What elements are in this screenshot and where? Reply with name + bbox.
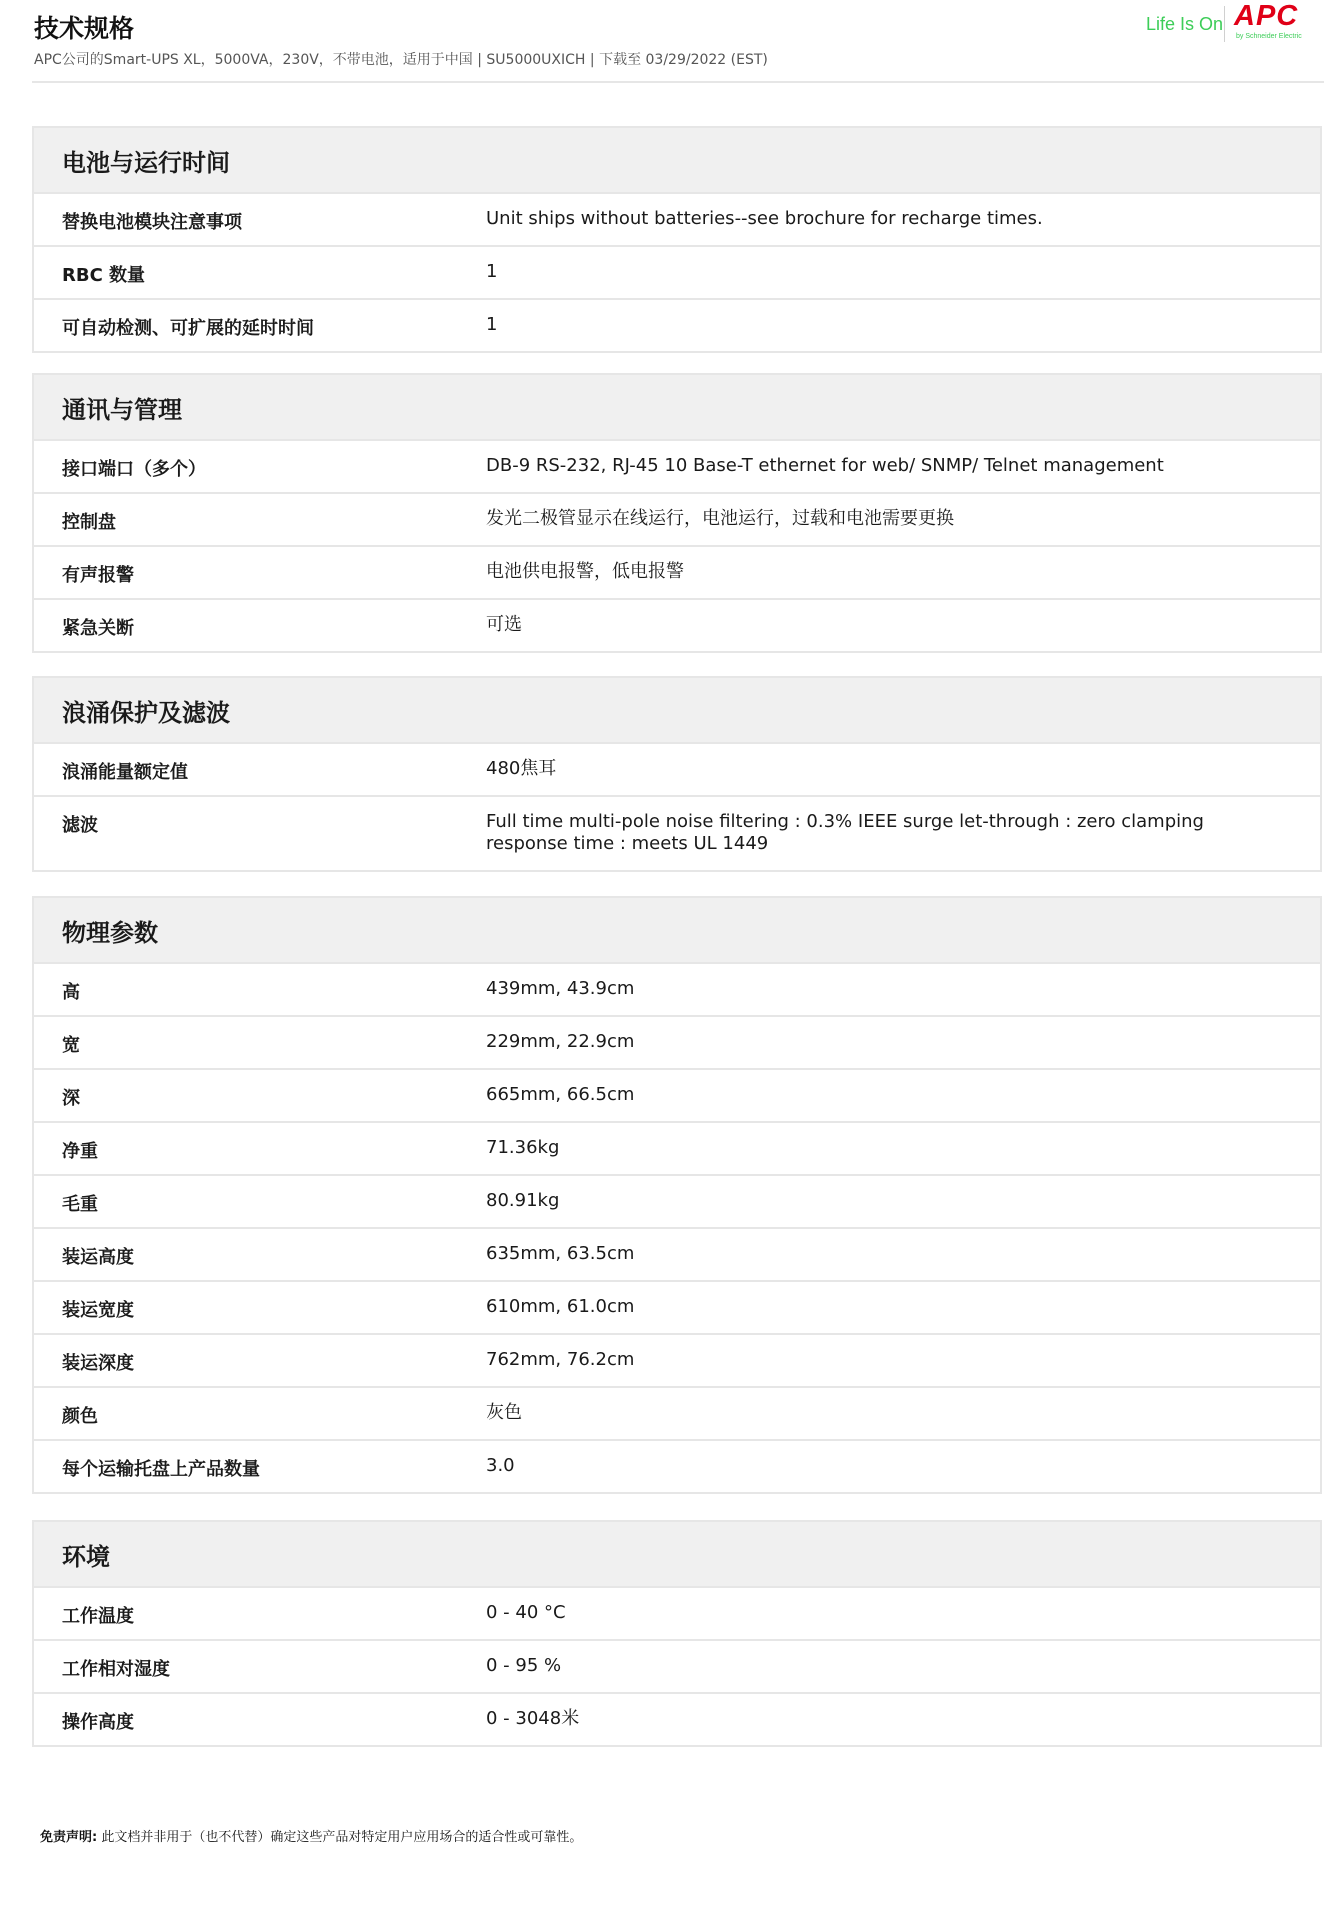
spec-value: 0 - 3048米 [486, 1708, 580, 1729]
section-title: 环境 [62, 1543, 110, 1571]
spec-row [34, 1123, 1320, 1176]
spec-value: 1 [486, 261, 498, 282]
spec-value: 80.91kg [486, 1190, 560, 1211]
spec-label: 接口端口（多个） [62, 459, 206, 480]
spec-label: 浪涌能量额定值 [62, 762, 188, 783]
spec-label: 替换电池模块注意事项 [62, 212, 242, 233]
spec-row [34, 797, 1320, 870]
section-title: 电池与运行时间 [62, 149, 230, 177]
spec-label: 装运宽度 [62, 1300, 134, 1321]
disclaimer [40, 1826, 582, 1845]
section-header [34, 898, 1320, 964]
spec-value: DB-9 RS-232, RJ-45 10 Base-T ethernet for web/ SNMP/ Telnet management [486, 455, 1164, 476]
spec-value: 71.36kg [486, 1137, 560, 1158]
spec-label: 毛重 [62, 1194, 98, 1215]
spec-row [34, 1176, 1320, 1229]
spec-row [34, 1588, 1320, 1641]
spec-label: 操作高度 [62, 1712, 134, 1733]
spec-row [34, 494, 1320, 547]
spec-label: 装运高度 [62, 1247, 134, 1268]
spec-row [34, 1694, 1320, 1745]
spec-row [34, 1441, 1320, 1492]
spec-row [34, 1335, 1320, 1388]
spec-row [34, 247, 1320, 300]
header-divider [32, 81, 1324, 83]
spec-label: 工作温度 [62, 1606, 134, 1627]
section-surge-filtering [32, 676, 1322, 872]
spec-label: 每个运输托盘上产品数量 [62, 1459, 260, 1480]
section-communications [32, 373, 1322, 653]
section-header [34, 1522, 1320, 1588]
apc-logo [1234, 0, 1320, 46]
section-environment [32, 1520, 1322, 1747]
spec-label: 工作相对湿度 [62, 1659, 170, 1680]
spec-row [34, 547, 1320, 600]
spec-value: 0 - 95 % [486, 1655, 562, 1676]
spec-value: 3.0 [486, 1455, 515, 1476]
spec-label: RBC 数量 [62, 265, 146, 286]
spec-row [34, 1070, 1320, 1123]
section-header [34, 678, 1320, 744]
spec-row [34, 1229, 1320, 1282]
spec-row [34, 1641, 1320, 1694]
spec-row [34, 194, 1320, 247]
spec-label: 高 [62, 982, 80, 1003]
spec-label: 滤波 [62, 815, 98, 836]
section-header [34, 128, 1320, 194]
page-subtitle: APC公司的Smart-UPS XL，5000VA，230V，不带电池，适用于中国 | SU5000UXICH | 下载至 03/29/2022 (EST) [34, 52, 768, 68]
page-title: 技术规格 [34, 14, 135, 43]
spec-value: Full time multi-pole noise filtering : 0.3% IEEE surge let-through : zero clamping response time : meets UL 1449 [486, 811, 1204, 854]
spec-value: 635mm, 63.5cm [486, 1243, 635, 1264]
spec-row [34, 964, 1320, 1017]
spec-value: 439mm, 43.9cm [486, 978, 635, 999]
section-header [34, 375, 1320, 441]
apc-logo-byline: by Schneider Electric [1236, 33, 1302, 40]
spec-label: 颜色 [62, 1406, 98, 1427]
spec-value: 发光二极管显示在线运行，电池运行，过载和电池需要更换 [486, 508, 954, 529]
spec-value: 0 - 40 °C [486, 1602, 566, 1623]
spec-label: 深 [62, 1088, 80, 1109]
spec-value: 665mm, 66.5cm [486, 1084, 635, 1105]
spec-value: 480焦耳 [486, 758, 557, 779]
spec-value: 电池供电报警，低电报警 [486, 561, 684, 582]
section-title: 浪涌保护及滤波 [62, 699, 230, 727]
spec-value: 灰色 [486, 1402, 522, 1423]
disclaimer-text: 此文档并非用于（也不代替）确定这些产品对特定用户应用场合的适合性或可靠性。 [97, 1830, 583, 1845]
spec-label: 可自动检测、可扩展的延时时间 [62, 318, 314, 339]
logo-divider [1224, 6, 1225, 42]
spec-label: 有声报警 [62, 565, 134, 586]
spec-value: 762mm, 76.2cm [486, 1349, 635, 1370]
section-battery-runtime [32, 126, 1322, 353]
life-is-on-logo: Life Is On [1146, 14, 1224, 34]
spec-label: 净重 [62, 1141, 98, 1162]
apc-logo-text: APC [1234, 0, 1299, 32]
spec-value: 229mm, 22.9cm [486, 1031, 635, 1052]
section-title: 物理参数 [62, 919, 158, 947]
spec-row [34, 441, 1320, 494]
spec-row [34, 744, 1320, 797]
section-physical [32, 896, 1322, 1494]
spec-value: 1 [486, 314, 498, 335]
spec-value: Unit ships without batteries--see brochure for recharge times. [486, 208, 1043, 229]
spec-value: 610mm, 61.0cm [486, 1296, 635, 1317]
spec-label: 紧急关断 [62, 618, 134, 639]
disclaimer-label: 免责声明: [40, 1830, 98, 1845]
spec-label: 控制盘 [62, 512, 116, 533]
spec-value: 可选 [486, 614, 522, 635]
section-title: 通讯与管理 [62, 396, 182, 424]
spec-row [34, 1282, 1320, 1335]
spec-label: 宽 [62, 1035, 80, 1056]
spec-row [34, 300, 1320, 351]
spec-row [34, 1388, 1320, 1441]
document-header [0, 0, 1330, 84]
spec-row [34, 1017, 1320, 1070]
spec-label: 装运深度 [62, 1353, 134, 1374]
spec-row [34, 600, 1320, 651]
